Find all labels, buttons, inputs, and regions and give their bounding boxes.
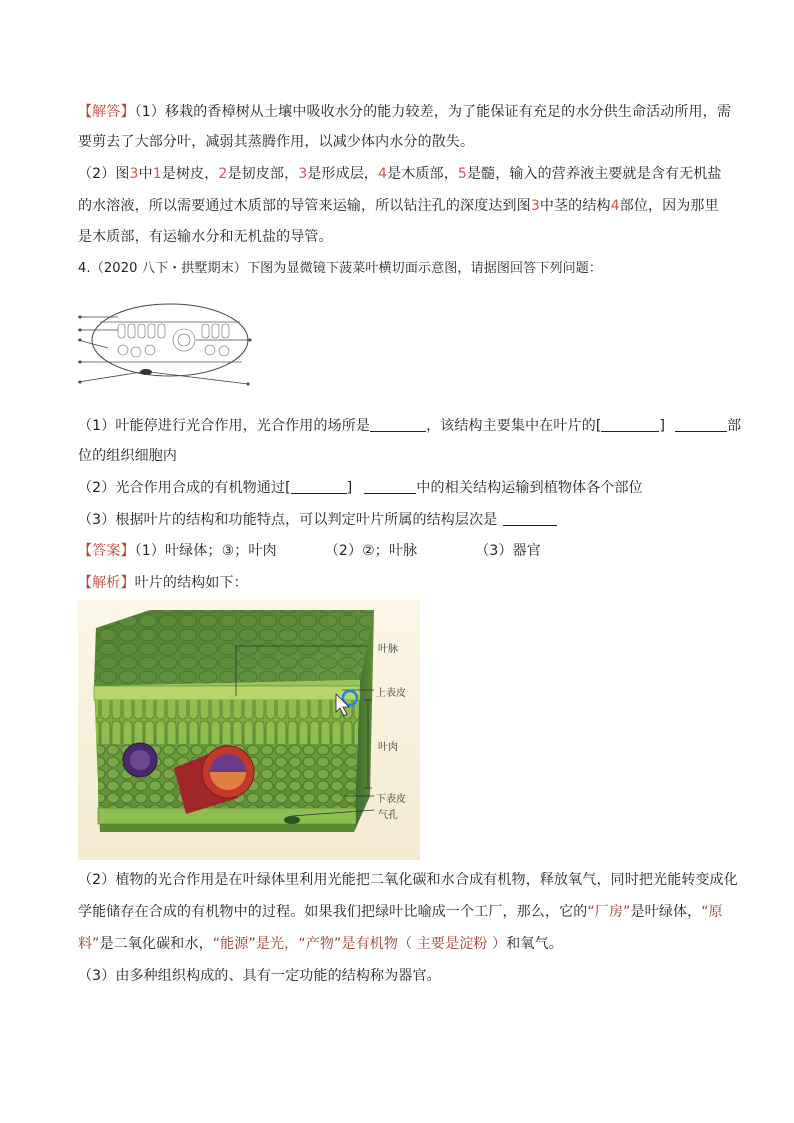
blank-5[interactable] xyxy=(364,479,416,494)
question-3: （3）根据叶片的结构和功能特点，可以判定叶片所属的结构层次是 xyxy=(78,510,557,530)
analysis-2-line-1: （2）植物的光合作用是在叶绿体里利用光能把二氧化碳和水合成有机物，释放氧气，同时把光能转变成化 xyxy=(78,872,738,888)
question-header: 4.（2020 八下・拱墅期末）下图为显微镜下菠菜叶横切面示意图，请据图回答下列问题： xyxy=(78,261,603,276)
blank-6[interactable] xyxy=(503,511,557,526)
label-lower-epidermis: 下表皮 xyxy=(376,794,406,805)
leaf-block-svg xyxy=(78,600,420,860)
leaf-structure-illustration xyxy=(78,600,420,860)
blank-1[interactable] xyxy=(370,417,426,432)
answer-line-1: 【解答】（1）移栽的香樟树从土壤中吸收水分的能力较差，为了能保证有充足的水分供生命活动所用，需 xyxy=(78,104,731,120)
label-vein: 叶脉 xyxy=(378,644,398,655)
analysis-tag: 【解析】 xyxy=(78,575,135,591)
key-line: 【答案】（1）叶绿体；③；叶肉 （2）②；叶脉 （3）器官 xyxy=(78,543,541,559)
analysis-2-line-3: 料”是二氧化碳和水，“能源”是光，“产物”是有机物（ 主要是淀粉 ）和氧气。 xyxy=(78,936,563,952)
label-stoma: 气孔 xyxy=(378,810,398,821)
question-2: （2）光合作用合成的有机物通过[ ] 中的相关结构运输到植物体各个部位 xyxy=(78,480,643,496)
key-tag: 【答案】 xyxy=(78,543,135,559)
analysis-2-line-2: 学能储存在合成的有机物中的过程。如果我们把绿叶比喻成一个工厂，那么，它的“厂房”是叶绿体，“原 xyxy=(78,904,723,920)
blank-2[interactable] xyxy=(601,417,659,432)
blank-4[interactable] xyxy=(291,479,347,494)
label-mesophyll: 叶肉 xyxy=(378,742,398,753)
analysis-3: （3）由多种组织构成的、具有一定功能的结构称为器官。 xyxy=(78,968,441,984)
blank-3[interactable] xyxy=(675,417,727,432)
answer-line-4: 的水溶液，所以需要通过木质部的导管来运输，所以钻注孔的深度达到图3中茎的结构4部位，因为那里 xyxy=(78,198,719,214)
question-1-line-2: 位的组织细胞内 xyxy=(78,448,178,464)
answer-tag: 【解答】 xyxy=(78,104,135,120)
leaf-cross-section-diagram xyxy=(78,292,258,392)
question-1-line-1: （1）叶能停进行光合作用，光合作用的场所是 ，该结构主要集中在叶片的[ ] 部 xyxy=(78,418,742,434)
answer-line-3: （2）图3中1是树皮，2是韧皮部，3是形成层，4是木质部，5是髓，输入的营养液主要就是含有无机盐 xyxy=(78,166,722,182)
label-upper-epidermis: 上表皮 xyxy=(376,688,406,699)
answer-line-5: 是木质部，有运输水分和无机盐的导管。 xyxy=(78,229,333,245)
analysis-intro: 【解析】叶片的结构如下： xyxy=(78,575,248,591)
answer-line-2: 要剪去了大部分叶，减弱其蒸腾作用，以减少体内水分的散失。 xyxy=(78,134,475,150)
